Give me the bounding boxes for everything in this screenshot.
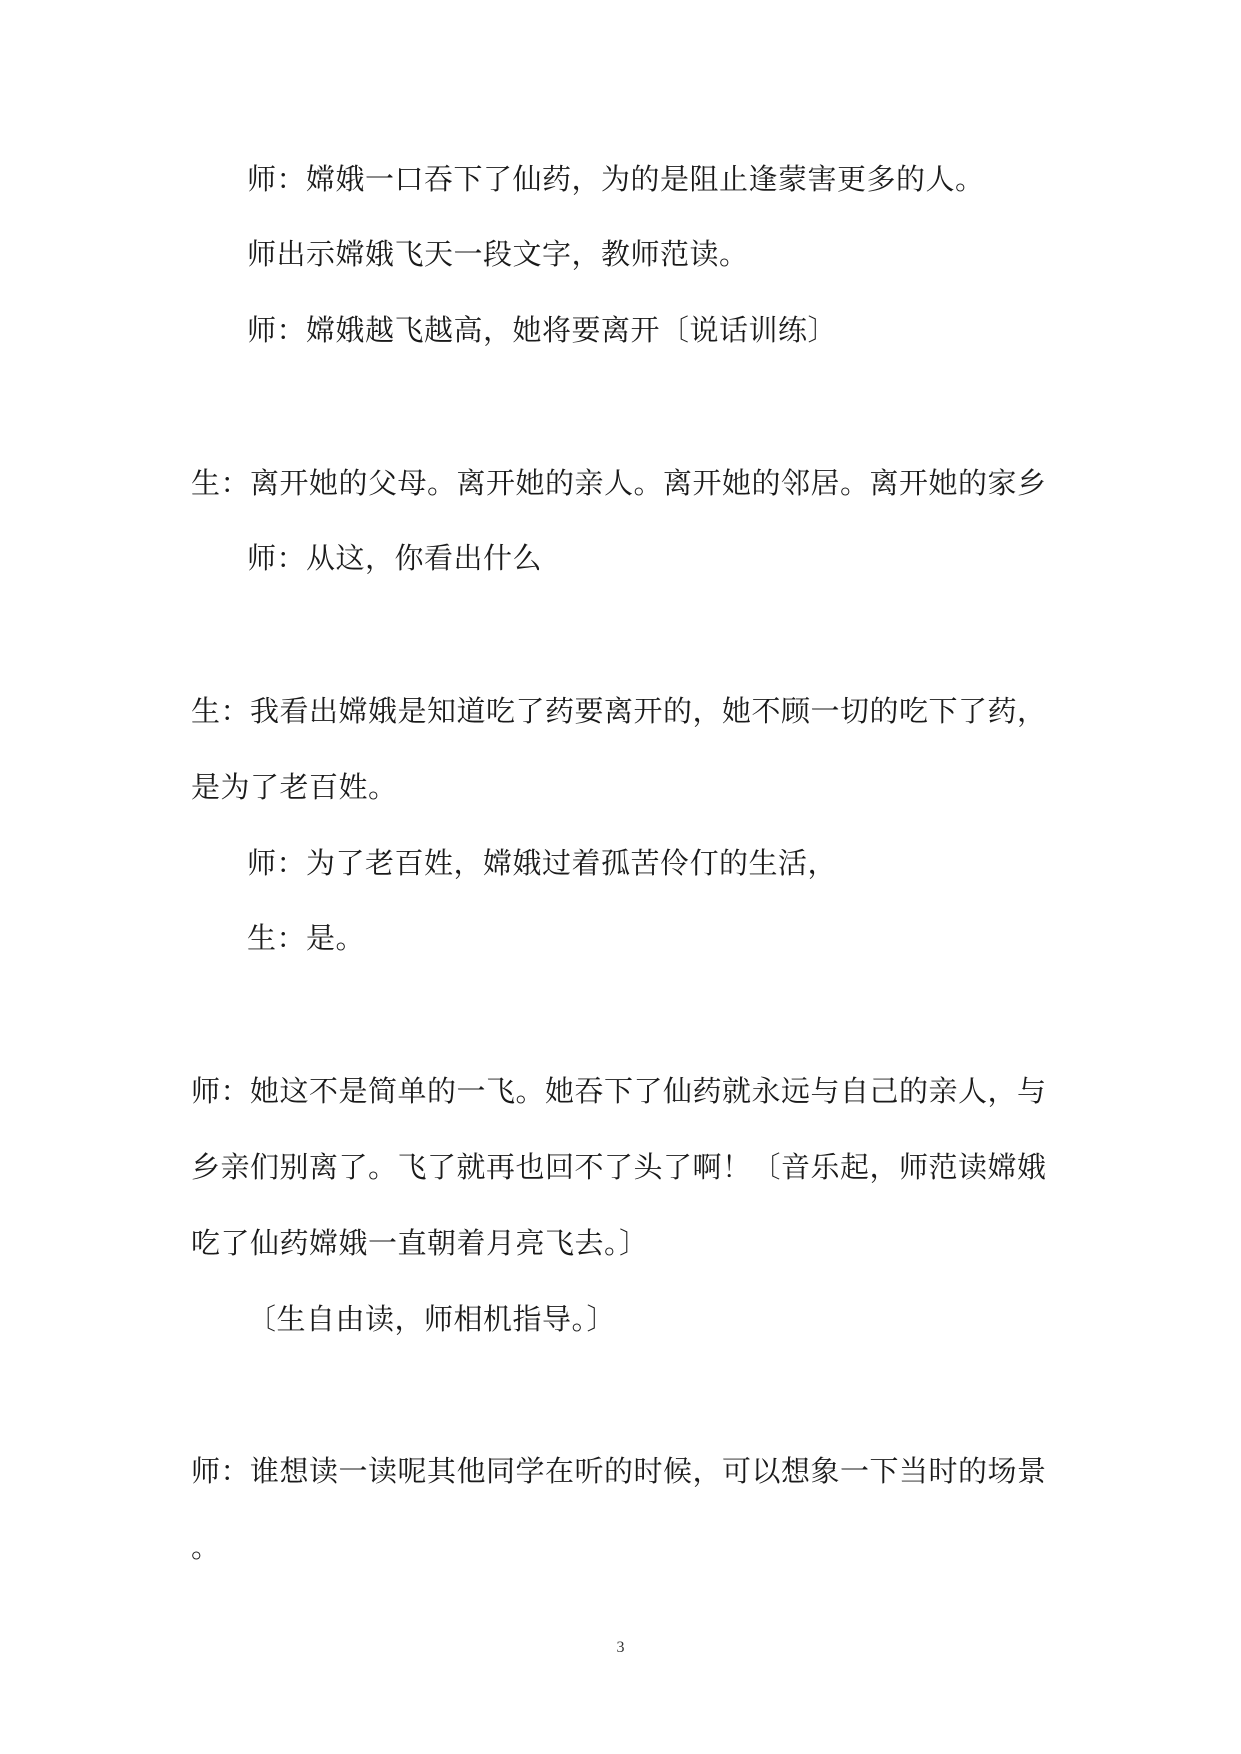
paragraph-line: 师：为了老百姓，嫦娥过着孤苦伶仃的生活， (247, 846, 838, 880)
paragraph-line: 是为了老百姓。 (191, 770, 398, 804)
paragraph-line: 师出示嫦娥飞天一段文字，教师范读。 (247, 237, 749, 271)
paragraph-line: 师：从这，你看出什么 (247, 541, 543, 575)
paragraph-line: 师：谁想读一读呢其他同学在听的时候，可以想象一下当时的场景 (191, 1454, 1047, 1488)
paragraph-line: 师：她这不是简单的一飞。她吞下了仙药就永远与自己的亲人，与 (191, 1074, 1047, 1108)
paragraph-line: 生：离开她的父母。离开她的亲人。离开她的邻居。离开她的家乡 (191, 466, 1047, 500)
paragraph-line: 师：嫦娥一口吞下了仙药，为的是阻止逢蒙害更多的人。 (247, 162, 985, 196)
paragraph-line: 。 (191, 1530, 221, 1564)
paragraph-line: 乡亲们别离了。飞了就再也回不了头了啊！〔音乐起，师范读嫦娥 (191, 1150, 1047, 1184)
paragraph-line: 师：嫦娥越飞越高，她将要离开〔说话训练〕 (247, 313, 838, 347)
paragraph-line: 〔生自由读，师相机指导。〕 (247, 1302, 617, 1336)
page-number: 3 (616, 1639, 625, 1656)
paragraph-line: 生：我看出嫦娥是知道吃了药要离开的，她不顾一切的吃下了药， (191, 694, 1047, 728)
paragraph-line: 生：是。 (247, 921, 366, 955)
paragraph-line: 吃了仙药嫦娥一直朝着月亮飞去。〕 (191, 1226, 649, 1260)
